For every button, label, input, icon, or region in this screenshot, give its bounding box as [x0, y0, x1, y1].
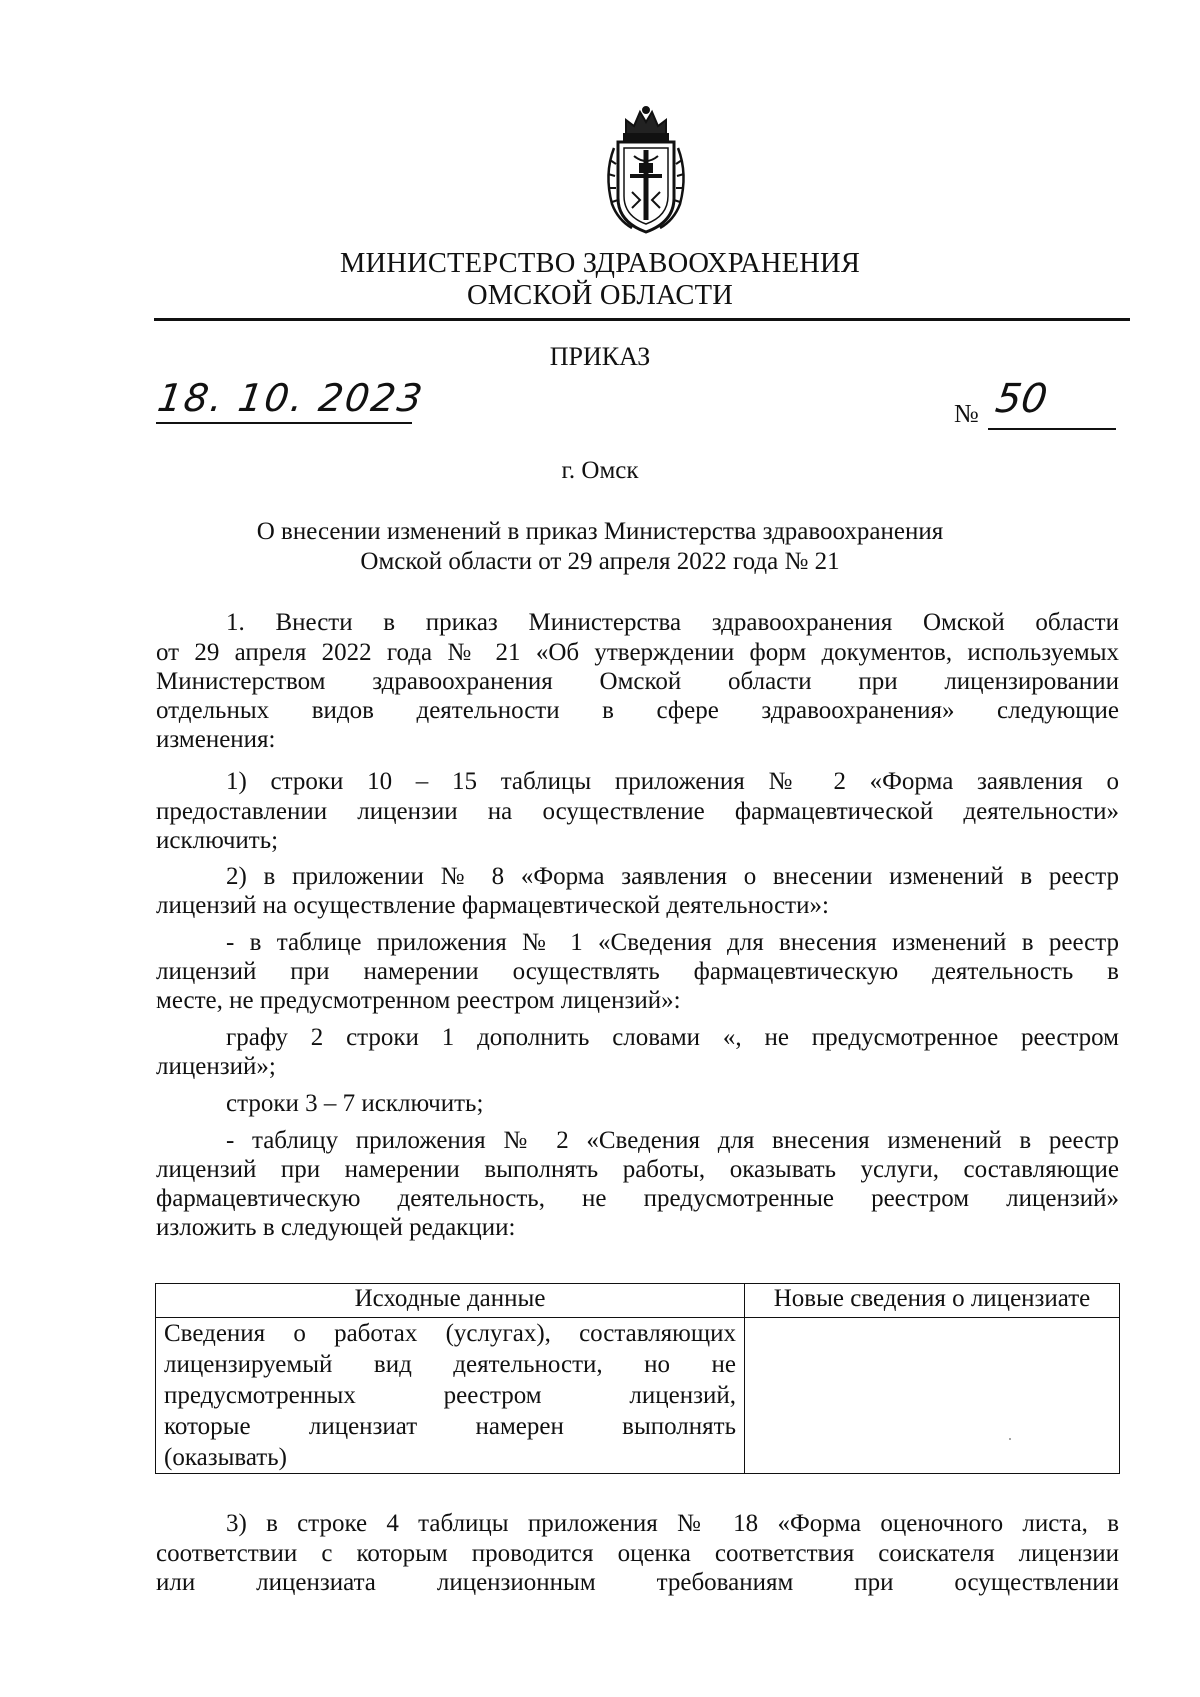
body-line: 1. Внести в приказ Министерства здравоохранения Омской области: [226, 609, 1119, 636]
order-number: 50: [992, 376, 1051, 422]
table-cell-source-data: [156, 1318, 745, 1474]
table-row: [156, 1318, 1120, 1474]
ministry-name-line2: ОМСКОЙ ОБЛАСТИ: [466, 280, 734, 311]
body-line: предоставлении лицензии на осуществление фармацевтической деятельности»: [156, 798, 1119, 825]
cell-line: лицензируемый вид деятельности, но не: [164, 1351, 736, 1378]
number-underline: [988, 428, 1116, 430]
coat-of-arms-icon: [596, 104, 696, 238]
document-title-line2: Омской области от 29 апреля 2022 года № 21: [360, 548, 840, 575]
body-line: строки 3 – 7 исключить;: [226, 1090, 484, 1117]
body-line: 1) строки 10 – 15 таблицы приложения № 2 «Форма заявления о: [226, 768, 1119, 795]
scan-speck: [1009, 1438, 1011, 1440]
body-line: графу 2 строки 1 дополнить словами «, не предусмотренное реестром: [226, 1024, 1119, 1051]
body-line: лицензий на осуществление фармацевтической деятельности»:: [156, 892, 829, 919]
body-line: месте, не предусмотренном реестром лицензий»:: [156, 987, 681, 1014]
licensee-info-table: [155, 1283, 1120, 1474]
continuation-line: соответствии с которым проводится оценка соответствия соискателя лицензии: [156, 1540, 1119, 1567]
document-type: ПРИКАЗ: [549, 342, 651, 371]
document-title-line1: О внесении изменений в приказ Министерства здравоохранения: [256, 518, 944, 545]
body-line: 2) в приложении № 8 «Форма заявления о внесении изменений в реестр: [226, 863, 1119, 890]
body-line: лицензий при намерении осуществлять фармацевтическую деятельность в: [156, 958, 1119, 985]
body-line: - таблицу приложения № 2 «Сведения для внесения изменений в реестр: [226, 1127, 1119, 1154]
body-line: изменения:: [156, 726, 276, 753]
body-line: изложить в следующей редакции:: [156, 1214, 516, 1241]
city: г. Омск: [561, 457, 639, 484]
table-header-row: [156, 1284, 1120, 1318]
continuation-line: 3) в строке 4 таблицы приложения № 18 «Форма оценочного листа, в: [226, 1510, 1119, 1537]
body-line: фармацевтическую деятельность, не предусмотренные реестром лицензий»: [156, 1185, 1119, 1212]
cell-line: Сведения о работах (услугах), составляющих: [164, 1320, 736, 1347]
body-line: исключить;: [156, 827, 279, 854]
cell-line: предусмотренных реестром лицензий,: [164, 1382, 736, 1409]
body-line: Министерством здравоохранения Омской области при лицензировании: [156, 668, 1119, 695]
body-line: - в таблице приложения № 1 «Сведения для внесения изменений в реестр: [226, 929, 1119, 956]
continuation-line: или лицензиата лицензионным требованиям при осуществлении: [156, 1569, 1119, 1596]
column-header-new-info: Новые сведения о лицензиате: [745, 1284, 1120, 1318]
header-divider: [154, 318, 1130, 321]
table-cell-new-info: [745, 1318, 1120, 1474]
number-sign: №: [954, 399, 979, 428]
body-line: лицензий»;: [156, 1053, 276, 1080]
ministry-name-line1: МИНИСТЕРСТВО ЗДРАВООХРАНЕНИЯ: [339, 248, 861, 279]
body-line: от 29 апреля 2022 года № 21 «Об утверждении форм документов, используемых: [156, 639, 1119, 666]
body-line: отдельных видов деятельности в сфере здравоохранения» следующие: [156, 697, 1119, 724]
date-underline: [156, 422, 412, 424]
order-date: 18. 10. 2023: [154, 376, 427, 420]
cell-line: которые лицензиат намерен выполнять: [164, 1413, 736, 1440]
cell-line: (оказывать): [164, 1444, 287, 1471]
body-line: лицензий при намерении выполнять работы, оказывать услуги, составляющие: [156, 1156, 1119, 1183]
column-header-source-data: Исходные данные: [156, 1284, 745, 1318]
